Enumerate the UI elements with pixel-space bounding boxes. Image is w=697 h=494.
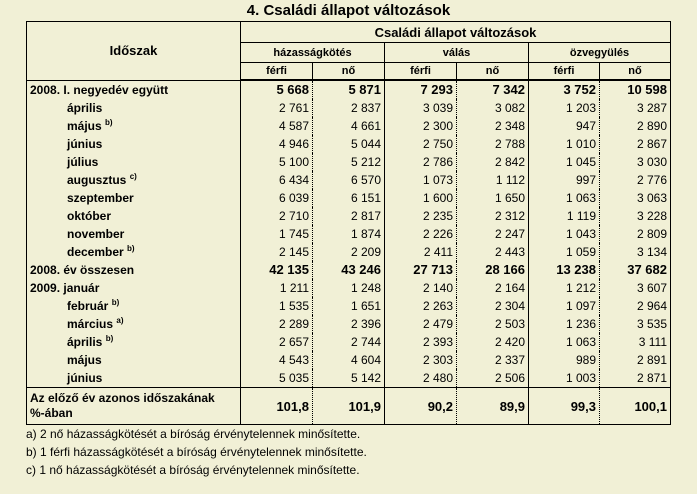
value-cell: 5 044 — [313, 135, 385, 153]
value-cell: 2 842 — [457, 153, 529, 171]
row-label — [27, 243, 241, 261]
comparison-row — [27, 388, 671, 425]
row-label-text: február — [67, 299, 109, 313]
footnote-marker: b) — [105, 118, 113, 127]
row-label — [27, 99, 241, 117]
value-cell: 2 312 — [457, 207, 529, 225]
value-cell: 2 304 — [457, 297, 529, 315]
row-label — [27, 135, 241, 153]
table-row — [27, 297, 671, 315]
value-cell: 2 776 — [600, 171, 671, 189]
value-cell: 2 164 — [457, 279, 529, 297]
value-cell: 42 135 — [241, 261, 313, 279]
comparison-value: 101,9 — [313, 388, 385, 425]
gender-header: nő — [600, 63, 671, 81]
table-row — [27, 171, 671, 189]
row-label — [27, 315, 241, 333]
value-cell: 2 348 — [457, 117, 529, 135]
value-cell: 2 479 — [385, 315, 457, 333]
value-cell: 1 600 — [385, 189, 457, 207]
value-cell: 27 713 — [385, 261, 457, 279]
value-cell: 2 226 — [385, 225, 457, 243]
row-label — [27, 279, 241, 297]
row-label-text: augusztus — [67, 173, 127, 187]
row-label — [27, 80, 241, 99]
value-cell: 4 604 — [313, 351, 385, 369]
table-row — [27, 315, 671, 333]
value-cell: 3 134 — [600, 243, 671, 261]
value-cell: 2 145 — [241, 243, 313, 261]
value-cell: 7 342 — [457, 80, 529, 99]
value-cell: 5 142 — [313, 369, 385, 388]
row-label-text: április — [67, 101, 103, 115]
gender-header: nő — [313, 63, 385, 81]
row-label-text: június — [67, 137, 103, 151]
comparison-label-line1: Az előző év azonos időszakának — [30, 391, 215, 405]
table-row — [27, 351, 671, 369]
table-row — [27, 117, 671, 135]
value-cell: 3 039 — [385, 99, 457, 117]
value-cell: 13 238 — [529, 261, 600, 279]
value-cell: 5 871 — [313, 80, 385, 99]
value-cell: 2 337 — [457, 351, 529, 369]
row-label-text: március — [67, 317, 114, 331]
table-row — [27, 225, 671, 243]
value-cell: 2 744 — [313, 333, 385, 351]
value-cell: 5 100 — [241, 153, 313, 171]
value-cell: 3 063 — [600, 189, 671, 207]
value-cell: 2 235 — [385, 207, 457, 225]
gender-header: férfi — [241, 63, 313, 81]
value-cell: 1 063 — [529, 333, 600, 351]
row-label-text: 2008. I. negyedév együtt — [30, 82, 169, 97]
table-row — [27, 99, 671, 117]
footnote-b: b) 1 férfi házasságkötését a bíróság érvénytelennek minősítette. — [26, 445, 367, 459]
row-label-text: 2008. év összesen — [30, 263, 135, 277]
value-cell: 2 788 — [457, 135, 529, 153]
value-cell: 2 396 — [313, 315, 385, 333]
value-cell: 2 657 — [241, 333, 313, 351]
row-label-text: október — [67, 209, 112, 223]
value-cell: 1 043 — [529, 225, 600, 243]
value-cell: 947 — [529, 117, 600, 135]
comparison-value: 89,9 — [457, 388, 529, 425]
value-cell: 4 587 — [241, 117, 313, 135]
value-cell: 1 097 — [529, 297, 600, 315]
comparison-label-line2: %-ában — [30, 406, 73, 420]
gender-header: férfi — [385, 63, 457, 81]
value-cell: 997 — [529, 171, 600, 189]
value-cell: 1 212 — [529, 279, 600, 297]
footnote-c: c) 1 nő házasságkötését a bíróság érvénytelennek minősítette. — [26, 463, 360, 477]
category-header-marriage: házasságkötés — [241, 43, 385, 63]
group-header: Családi állapot változások — [241, 22, 671, 43]
value-cell: 2 393 — [385, 333, 457, 351]
row-label — [27, 369, 241, 388]
row-label — [27, 171, 241, 189]
value-cell: 3 607 — [600, 279, 671, 297]
comparison-value: 101,8 — [241, 388, 313, 425]
value-cell: 2 809 — [600, 225, 671, 243]
value-cell: 2 300 — [385, 117, 457, 135]
value-cell: 37 682 — [600, 261, 671, 279]
footnote-marker: c) — [129, 172, 137, 181]
comparison-value: 90,2 — [385, 388, 457, 425]
value-cell: 1 236 — [529, 315, 600, 333]
value-cell: 2 964 — [600, 297, 671, 315]
row-label-text: december — [67, 245, 124, 259]
marital-status-table — [26, 21, 671, 425]
footnote-a: a) 2 nő házasságkötését a bíróság érvénytelennek minősítette. — [26, 427, 361, 441]
value-cell: 4 661 — [313, 117, 385, 135]
value-cell: 3 228 — [600, 207, 671, 225]
value-cell: 3 287 — [600, 99, 671, 117]
value-cell: 1 651 — [313, 297, 385, 315]
value-cell: 3 752 — [529, 80, 600, 99]
value-cell: 5 035 — [241, 369, 313, 388]
value-cell: 1 119 — [529, 207, 600, 225]
table-title: 4. Családi állapot változások — [246, 2, 451, 19]
table-row — [27, 189, 671, 207]
value-cell: 2 289 — [241, 315, 313, 333]
value-cell: 6 570 — [313, 171, 385, 189]
footnote-marker: b) — [127, 244, 135, 253]
value-cell: 1 063 — [529, 189, 600, 207]
comparison-value: 99,3 — [529, 388, 600, 425]
table-row — [27, 369, 671, 388]
value-cell: 2 710 — [241, 207, 313, 225]
value-cell: 5 668 — [241, 80, 313, 99]
row-label — [27, 189, 241, 207]
value-cell: 2 443 — [457, 243, 529, 261]
value-cell: 2 411 — [385, 243, 457, 261]
value-cell: 43 246 — [313, 261, 385, 279]
value-cell: 1 874 — [313, 225, 385, 243]
value-cell: 1 211 — [241, 279, 313, 297]
table-row — [27, 207, 671, 225]
value-cell: 1 010 — [529, 135, 600, 153]
value-cell: 1 112 — [457, 171, 529, 189]
value-cell: 2 140 — [385, 279, 457, 297]
value-cell: 2 263 — [385, 297, 457, 315]
gender-header: nő — [457, 63, 529, 81]
value-cell: 989 — [529, 351, 600, 369]
value-cell: 3 082 — [457, 99, 529, 117]
value-cell: 3 030 — [600, 153, 671, 171]
row-label — [27, 153, 241, 171]
table-row — [27, 279, 671, 297]
row-label — [27, 207, 241, 225]
value-cell: 2 890 — [600, 117, 671, 135]
value-cell: 3 111 — [600, 333, 671, 351]
table-row — [27, 243, 671, 261]
period-header: Időszak — [27, 22, 241, 81]
row-label — [27, 297, 241, 315]
gender-header: férfi — [529, 63, 600, 81]
row-label-text: szeptember — [67, 191, 134, 205]
value-cell: 2 750 — [385, 135, 457, 153]
value-cell: 2 761 — [241, 99, 313, 117]
value-cell: 3 535 — [600, 315, 671, 333]
row-label-text: június — [67, 371, 103, 385]
value-cell: 2 817 — [313, 207, 385, 225]
value-cell: 2 503 — [457, 315, 529, 333]
value-cell: 2 420 — [457, 333, 529, 351]
value-cell: 28 166 — [457, 261, 529, 279]
table-row — [27, 153, 671, 171]
value-cell: 2 480 — [385, 369, 457, 388]
value-cell: 10 598 — [600, 80, 671, 99]
category-header-widowhood: özvegyülés — [529, 43, 671, 63]
value-cell: 2 867 — [600, 135, 671, 153]
value-cell: 1 059 — [529, 243, 600, 261]
value-cell: 5 212 — [313, 153, 385, 171]
row-label — [27, 225, 241, 243]
row-label-text: május — [67, 353, 102, 367]
row-label — [27, 117, 241, 135]
value-cell: 1 650 — [457, 189, 529, 207]
value-cell: 2 209 — [313, 243, 385, 261]
value-cell: 1 248 — [313, 279, 385, 297]
row-label — [27, 351, 241, 369]
category-header-divorce: válás — [385, 43, 529, 63]
value-cell: 2 247 — [457, 225, 529, 243]
value-cell: 6 434 — [241, 171, 313, 189]
table-row — [27, 261, 671, 279]
row-label-text: november — [67, 227, 125, 241]
value-cell: 6 039 — [241, 189, 313, 207]
row-label-text: május — [67, 119, 102, 133]
value-cell: 1 073 — [385, 171, 457, 189]
value-cell: 2 871 — [600, 369, 671, 388]
value-cell: 2 891 — [600, 351, 671, 369]
value-cell: 1 203 — [529, 99, 600, 117]
value-cell: 2 506 — [457, 369, 529, 388]
value-cell: 1 003 — [529, 369, 600, 388]
row-label — [27, 333, 241, 351]
value-cell: 2 837 — [313, 99, 385, 117]
footnotes — [26, 425, 367, 479]
value-cell: 2 303 — [385, 351, 457, 369]
value-cell: 1 745 — [241, 225, 313, 243]
row-label-text: július — [67, 155, 99, 169]
value-cell: 4 946 — [241, 135, 313, 153]
comparison-value: 100,1 — [600, 388, 671, 425]
row-label-text: április — [67, 335, 103, 349]
comparison-label — [27, 388, 241, 425]
table-body — [27, 80, 671, 425]
value-cell: 1 535 — [241, 297, 313, 315]
value-cell: 4 543 — [241, 351, 313, 369]
value-cell: 2 786 — [385, 153, 457, 171]
value-cell: 7 293 — [385, 80, 457, 99]
table-row — [27, 80, 671, 99]
footnote-marker: a) — [116, 316, 124, 325]
row-label-text: 2009. január — [30, 281, 100, 295]
value-cell: 1 045 — [529, 153, 600, 171]
value-cell: 6 151 — [313, 189, 385, 207]
row-label — [27, 261, 241, 279]
table-row — [27, 333, 671, 351]
table-row — [27, 135, 671, 153]
footnote-marker: b) — [105, 334, 114, 343]
footnote-marker: b) — [111, 298, 120, 307]
